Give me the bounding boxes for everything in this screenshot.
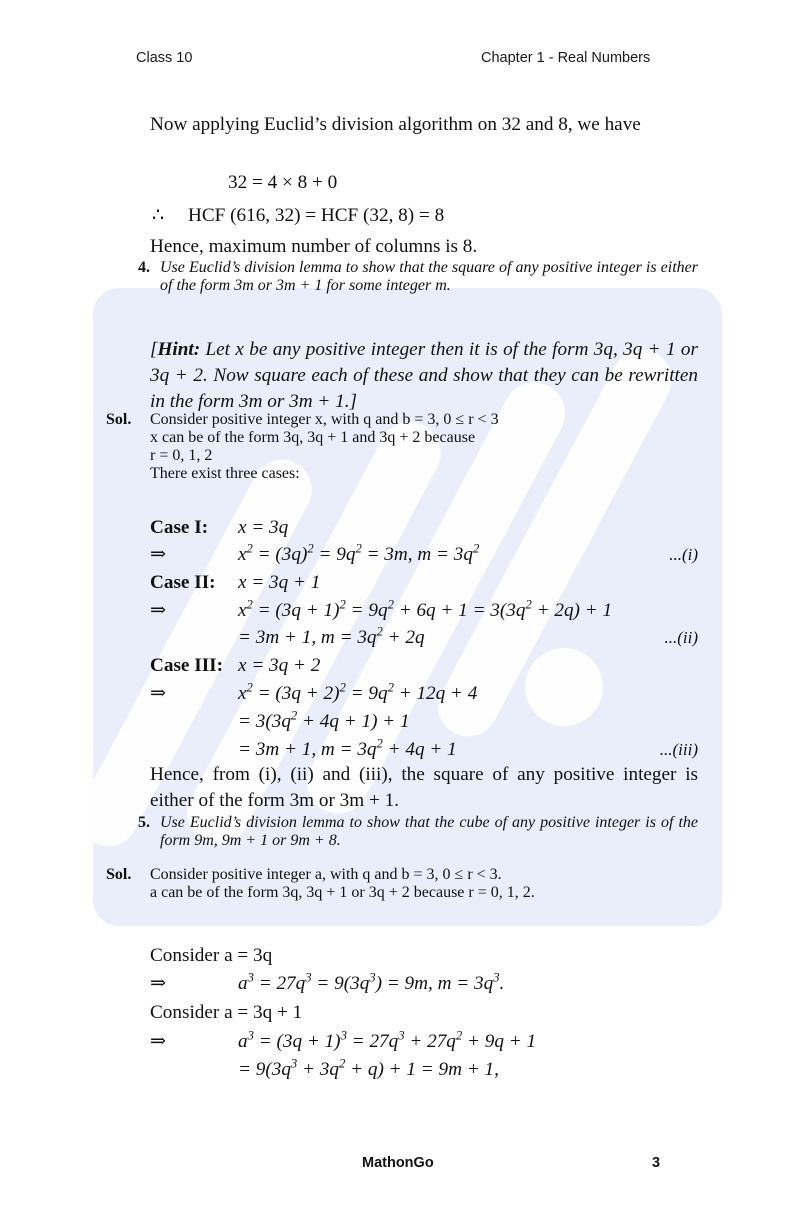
intro-equation-2-text: HCF (616, 32) = HCF (32, 8) = 8 — [188, 205, 445, 226]
footer-brand: MathonGo — [362, 1155, 434, 1171]
solution-5-derivation-2a — [150, 1029, 698, 1055]
case-3-equation-a: $x^2 = (3q + 2)^2 = 9q^2 + 12q + 4$ — [238, 680, 478, 704]
question-4-text: Use Euclid’s division lemma to show that the square of any positive integer is either of the form 3m or 3m + 1 for some integer m. — [160, 259, 698, 294]
solution-4-body — [150, 411, 698, 483]
equation-ref-ii: ...(ii) — [664, 628, 698, 647]
solution-5-line-2: a can be of the form 3q, 3q + 1 or 3q + 2 because r = 0, 1, 2. — [150, 884, 535, 901]
intro-conclusion — [150, 234, 477, 260]
case-3-value: x = 3q + 2 — [238, 655, 321, 676]
implies-icon-4: ⇒ — [150, 973, 167, 994]
case-3-line — [150, 653, 698, 679]
case-2-equation-a: $x^2 = (3q + 1)^2 = 9q^2 + 6q + 1 = 3(3q^2 + 2q) + 1$ — [238, 597, 613, 621]
intro-paragraph — [150, 112, 698, 138]
case-3-equation-b: = $3(3q^2 + 4q + 1) + 1$ — [238, 708, 410, 732]
solution-4-line-3: r = 0, 1, 2 — [150, 447, 213, 464]
intro-equation-2 — [152, 203, 444, 229]
question-4 — [126, 259, 698, 295]
solution-5-line-1: Consider positive integer a, with q and b = 3, 0 ≤ r < 3. — [150, 866, 502, 883]
hint-text: Let x be any positive integer then it is of the form 3q, 3q + 1 or 3q + 2. Now square each of these and show that they can be rewritten in the form 3m or 3m + 1.] — [150, 339, 698, 413]
intro-conclusion-text: Hence, maximum number of columns is 8. — [150, 236, 478, 257]
implies-icon-2: ⇒ — [150, 600, 167, 621]
therefore-icon: ∴ — [152, 205, 165, 226]
solution-5 — [106, 866, 698, 902]
intro-equation-1-text: 32 = 4 × 8 + 0 — [228, 172, 338, 193]
case-3-derivation-a — [150, 681, 698, 707]
case-1-equation: $x^2 = (3q)^2 = 9q^2 = 3m$, $m = 3q^2$ — [238, 541, 480, 565]
equation-ref-iii: ...(iii) — [659, 740, 698, 759]
solution-5-derivation-1 — [150, 971, 698, 997]
header-class-label: Class 10 — [136, 50, 193, 66]
solution-5-equation-2a: $a^3 = (3q + 1)^3 = 27q^3 + 27q^2 + 9q + 1$ — [238, 1028, 537, 1052]
solution-5-equation-2b: = $9(3q^3 + 3q^2 + q) + 1 = 9m + 1$, — [238, 1056, 499, 1080]
solution-5-consider-1 — [150, 943, 698, 969]
case-3-equation-c: = 3m + 1, $m = 3q^2 + 4q + 1$ — [238, 736, 457, 760]
hint-label: Hint: — [157, 339, 201, 360]
intro-equation-1 — [228, 170, 337, 196]
question-5 — [126, 814, 698, 850]
case-3-label: Case III: — [150, 655, 224, 676]
intro-line-1: Now applying Euclid’s division algorithm on 32 and 8, we have — [150, 114, 641, 135]
case-3-derivation-c — [150, 737, 698, 763]
solution-4 — [106, 411, 698, 483]
solution-5-consider-2 — [150, 1000, 698, 1026]
solution-5-consider-1-text: Consider a = 3q — [150, 945, 273, 966]
hint-open-bracket: [ — [150, 339, 158, 360]
case-2-line — [150, 570, 698, 596]
implies-icon-3: ⇒ — [150, 683, 167, 704]
case-1-value: x = 3q — [238, 517, 289, 538]
case-2-equation-b: = 3m + 1, $m = 3q^2 + 2q$ — [238, 624, 425, 648]
case-1-label: Case I: — [150, 517, 209, 538]
implies-icon-5: ⇒ — [150, 1031, 167, 1052]
implies-icon-1: ⇒ — [150, 544, 167, 565]
case-1-derivation — [150, 542, 698, 568]
solution-4-line-2: x can be of the form 3q, 3q + 1 and 3q + 2 because — [150, 429, 476, 446]
case-1-line — [150, 515, 698, 541]
question-4-hint — [150, 337, 698, 415]
solution-5-label: Sol. — [106, 866, 132, 883]
solution-4-label: Sol. — [106, 411, 132, 428]
case-3-derivation-b — [150, 709, 698, 735]
case-2-label: Case II: — [150, 572, 216, 593]
header-chapter-label: Chapter 1 - Real Numbers — [481, 50, 651, 66]
solution-4-conclusion — [150, 762, 698, 814]
solution-4-conclusion-text: Hence, from (i), (ii) and (iii), the square of any positive integer is either of the form 3m or 3m + 1. — [150, 764, 698, 812]
footer-page-number: 3 — [652, 1155, 661, 1171]
question-4-number: 4. — [138, 259, 150, 276]
question-5-number: 5. — [138, 814, 150, 831]
equation-ref-i: ...(i) — [669, 545, 698, 564]
case-2-derivation-a — [150, 598, 698, 624]
solution-5-derivation-2b — [150, 1057, 698, 1083]
solution-4-line-4: There exist three cases: — [150, 465, 300, 482]
solution-4-line-1: Consider positive integer x, with q and b = 3, 0 ≤ r < 3 — [150, 411, 499, 428]
question-5-text: Use Euclid’s division lemma to show that the cube of any positive integer is of the form 9m, 9m + 1 or 9m + 8. — [160, 814, 698, 849]
solution-5-consider-2-text: Consider a = 3q + 1 — [150, 1002, 303, 1023]
solution-5-equation-1: $a^3 = 27q^3 = 9(3q^3) = 9m$, $m = 3q^3$. — [238, 970, 505, 994]
case-2-derivation-b — [150, 625, 698, 651]
solution-5-body — [150, 866, 698, 902]
case-2-value: x = 3q + 1 — [238, 572, 321, 593]
